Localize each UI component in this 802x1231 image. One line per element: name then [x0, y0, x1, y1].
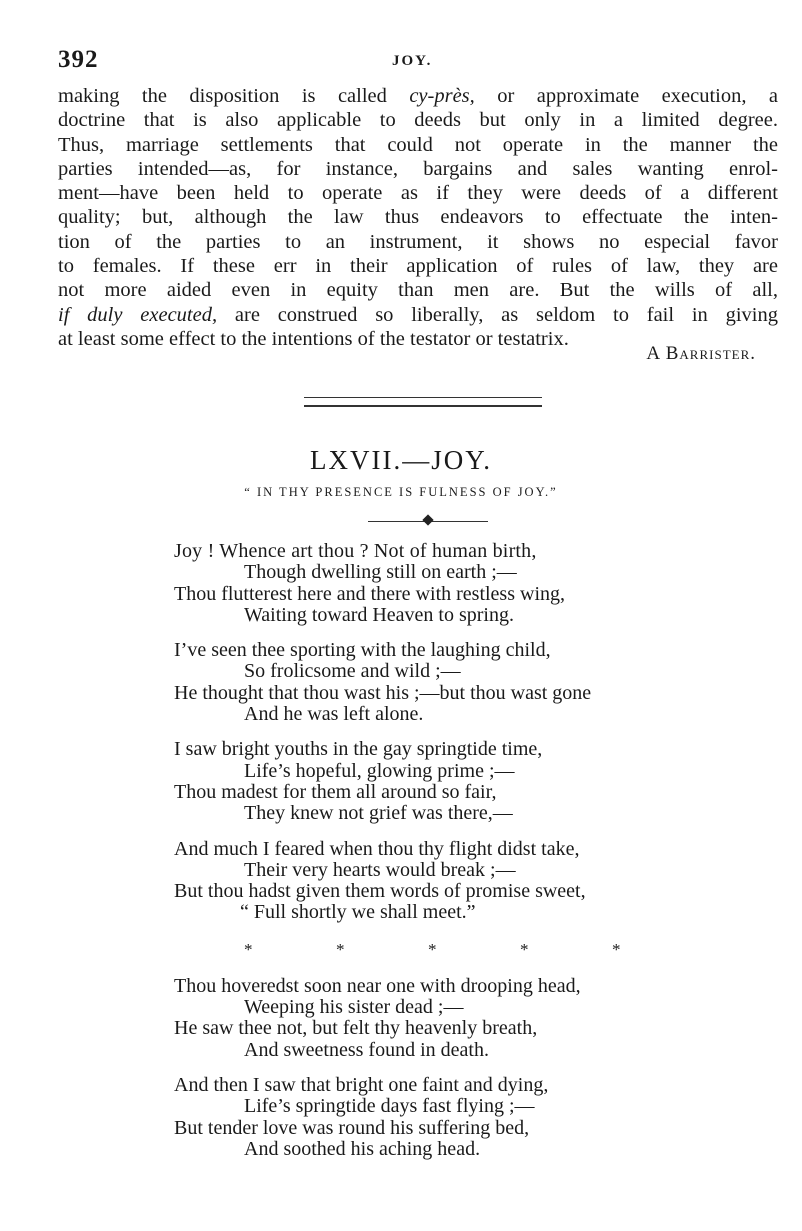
verse-line: And much I feared when thou thy flight didst take, — [174, 837, 580, 860]
verse-line: I’ve seen thee sporting with the laughing child, — [174, 639, 551, 662]
page-number: 392 — [58, 46, 99, 73]
signature-text: A Barrister. — [646, 343, 756, 364]
verse-line: Weeping his sister dead ;— — [244, 996, 464, 1019]
verse-line: Thou hoveredst soon near one with drooping head, — [174, 974, 581, 997]
signature — [646, 343, 756, 365]
verse-line: So frolicsome and wild ;— — [244, 660, 461, 683]
stanza-1 — [174, 541, 774, 626]
asterisk: * — [336, 939, 345, 959]
prose-line-4: parties intended—as, for instance, bargains and sales wanting enrol- — [58, 157, 778, 180]
verse-line: Life’s hopeful, glowing prime ;— — [244, 759, 515, 782]
verse-line: Their very hearts would break ;— — [244, 858, 516, 881]
asterisk: * — [612, 939, 621, 959]
verse-line: And he was left alone. — [244, 703, 424, 726]
verse-line: Life’s springtide days fast flying ;— — [244, 1095, 535, 1118]
prose-line-5: ment—have been held to operate as if they were deeds of a different — [58, 182, 778, 205]
verse-line: And then I saw that bright one faint and dying, — [174, 1073, 549, 1096]
running-head — [58, 46, 778, 78]
verse-line: Thou madest for them all around so fair, — [174, 780, 497, 803]
chapter-title: LXVII.—JOY. — [310, 445, 492, 475]
prose-line-7: tion of the parties to an instrument, it shows no especial favor — [58, 230, 778, 253]
prose-line-6: quality; but, although the law thus endeavors to effectuate the inten- — [58, 206, 778, 229]
verse-line: “ Full shortly we shall meet.” — [240, 901, 476, 924]
poem — [174, 541, 774, 1174]
verse-line: Waiting toward Heaven to spring. — [244, 603, 514, 626]
asterisk: * — [520, 939, 529, 959]
stanza-4 — [174, 839, 774, 924]
verse-line: I saw bright youths in the gay springtide time, — [174, 738, 543, 761]
prose-line-11: at least some effect to the intentions of the testator or testatrix. — [58, 327, 569, 350]
stanza-5 — [174, 976, 774, 1061]
prose-line-1-italic: cy-près, — [409, 85, 475, 107]
prose-line-1-post: or approximate execution, a — [474, 85, 778, 107]
verse-line: And soothed his aching head. — [244, 1137, 481, 1160]
verse-line: They knew not grief was there,— — [244, 802, 513, 825]
verse-line: He thought that thou wast his ;—but thou wast gone — [174, 681, 592, 704]
verse-line: He saw thee not, but felt thy heavenly breath, — [174, 1017, 538, 1040]
verse-text: Joy ! Whence art thou ? Not of human birth, — [174, 540, 537, 562]
ornament-diamond-icon — [422, 514, 433, 525]
verse-line: Thou flutterest here and there with restless wing, — [174, 582, 565, 605]
prose-line-8: to females. If these err in their application of rules of law, they are — [58, 255, 778, 278]
stanza-6 — [174, 1075, 774, 1160]
prose-line-9: not more aided even in equity than men are. But the wills of all, — [58, 279, 778, 302]
prose-line-3: Thus, marriage settlements that could not operate in the manner the — [58, 133, 778, 156]
prose-line-10-italic: if duly executed, — [58, 303, 218, 326]
section-break-asterisks — [174, 936, 774, 964]
chapter-epigraph: “ IN THY PRESENCE IS FULNESS OF JOY.” — [244, 485, 558, 499]
verse-line: But tender love was round his suffering bed, — [174, 1116, 530, 1139]
verse-line: Though dwelling still on earth ;— — [244, 561, 517, 584]
verse-line — [174, 541, 774, 562]
prose-line-1 — [58, 84, 778, 108]
prose-line-10-post: are construed so liberally, as seldom to fail in giving — [217, 303, 778, 326]
prose-line-2: doctrine that is also applicable to deeds but only in a limited degree. — [58, 109, 778, 132]
section-divider-rule — [304, 397, 542, 407]
running-title: JOY. — [392, 53, 433, 69]
prose-line-10 — [58, 303, 778, 327]
asterisk: * — [428, 939, 437, 959]
prose-line-1-pre: making the disposition is called — [58, 85, 410, 107]
stanza-3 — [174, 739, 774, 824]
verse-line: And sweetness found in death. — [244, 1038, 489, 1061]
prose-paragraph — [58, 84, 778, 351]
verse-line: But thou hadst given them words of promise sweet, — [174, 880, 586, 903]
asterisk: * — [244, 939, 253, 959]
stanza-2 — [174, 640, 774, 725]
